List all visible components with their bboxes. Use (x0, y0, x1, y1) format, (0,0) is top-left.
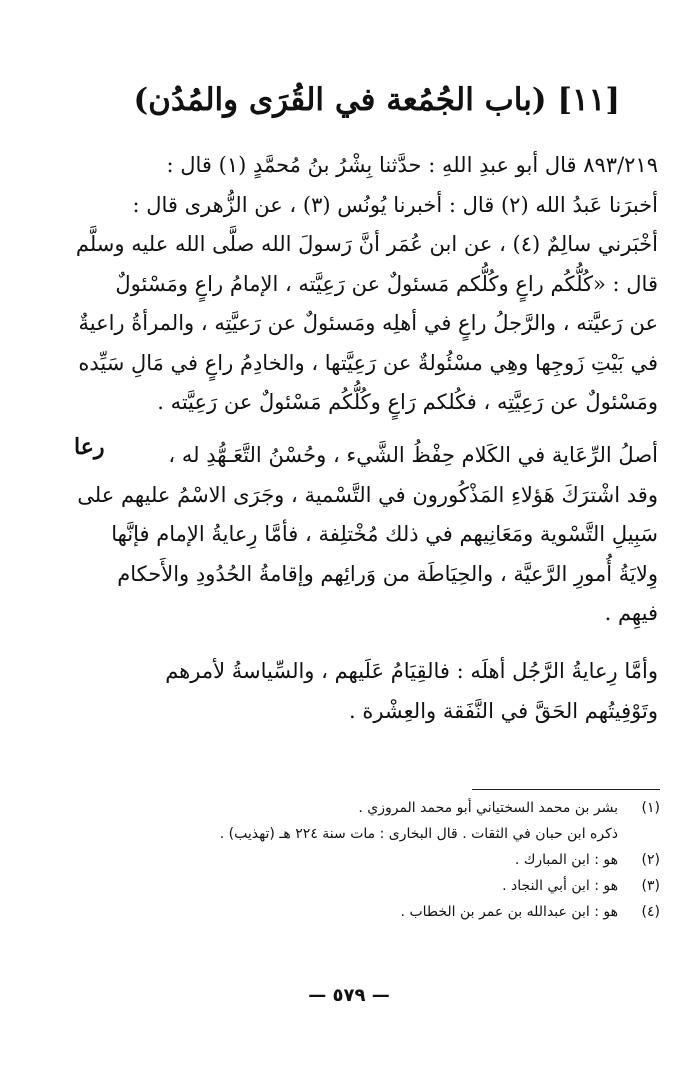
footnote (130, 873, 660, 899)
footnote-text-continued: ذكره ابن حبان في الثقات . قال البخارى : مات سنة ٢٢٤ هـ (تهذيب) . (219, 826, 618, 842)
footnote-text: بشر بن محمد السختياني أبو محمد المروزي . (358, 800, 618, 816)
footnote (130, 795, 660, 821)
text-line: ومَسْئولٌ عن رَعِيَّتِه ، فكُلكم رَاعٍ وكُلُّكُم مَسْئولٌ عن رَعِيَّته . (157, 390, 658, 414)
commentary-paragraph (77, 436, 658, 634)
footnote-number: (٣) (641, 878, 660, 894)
text-line: أخْبَرني سالِمٌ (٤) ، عن ابن عُمَر أنَّ رَسولَ الله صلَّى الله عليه وسلَّم (75, 232, 658, 256)
text-line: فيهِم . (604, 601, 658, 625)
text-line: سَبِيلِ التَّسْوية ومَعَانِيهم في ذلك مُخْتلِفة ، فأمَّا رِعايةُ الإمام فإنَّها (111, 522, 658, 546)
hadith-paragraph (75, 146, 658, 423)
text-line: وأمَّا رِعايةُ الرَّجُل أهلَه : فالقِيَامُ عَلَيهم ، والسِّياسةُ لأمرهم (165, 659, 658, 683)
text-line: أصلُ الرِّعَاية في الكَلام حِفْظُ الشَّيء ، وحُسْنُ التَّعَـهُّدِ له ، (168, 443, 658, 467)
footnote-number: (٤) (641, 904, 660, 920)
footnote-divider (472, 789, 660, 790)
text-line: قال : «كُلُّكُم راعٍ وكُلُّكم مَسئولٌ عن رَعِيَّته ، الإمامُ راعٍ ومَسْئولٌ (115, 271, 658, 296)
text-line: عن رَعيَّته ، والرَّجلُ راعٍ في أهلِه ومَسئولٌ عن رَعيَّتِه ، والمرأةُ راعيةٌ (78, 311, 658, 335)
footnote-number: (١) (641, 800, 660, 816)
text-line: أخبرَنا عَبدُ الله (٢) قال : أخبرنا يُونُس (٣) ، عن الزُّهرى قال : (132, 192, 658, 217)
margin-keyword: رعا (74, 434, 105, 460)
text-line: ٨٩٣/٢١٩ قال أبو عبدِ اللهِ : حدَّثنا بِشْرُ بنُ مُحمَّدٍ (١) قال : (166, 153, 658, 177)
text-line: وقد اشْترَكَ هَؤلاءِ المَذْكُورون في التَّسْمية ، وجَرَى الاسْمُ عليهم على (77, 482, 658, 507)
footnote (130, 899, 660, 925)
footnotes (130, 795, 660, 925)
footnote (130, 847, 660, 873)
text-line: وتَوْفِيتُهم الحَقَّ في النَّفَقة والعِشْرة . (348, 698, 658, 723)
chapter-heading: [١١] (باب الجُمُعة في القُرَى والمُدُن) (133, 82, 620, 118)
footnote-text: هو : ابن عبدالله بن عمر بن الخطاب . (400, 904, 618, 920)
text-line: في بَيْتِ زَوجِها وهِي مسْئُولةٌ عن رَعِيَّتها ، والخادِمُ راعٍ في مَالِ سَيِّده (78, 350, 658, 375)
footnote-text: هو : ابن أبي النجاد . (502, 878, 618, 894)
footnote-text: هو : ابن المبارك . (514, 852, 618, 868)
commentary-paragraph (128, 652, 658, 731)
page-number: — ٥٧٩ — (308, 985, 390, 1006)
text-line: وِلايَةُ أُمورِ الرَّعيَّة ، والحِيَاطَة من وَرائِهم وإقامةُ الحُدُودِ والأَحكام (117, 561, 658, 586)
footnote-number: (٢) (641, 852, 660, 868)
